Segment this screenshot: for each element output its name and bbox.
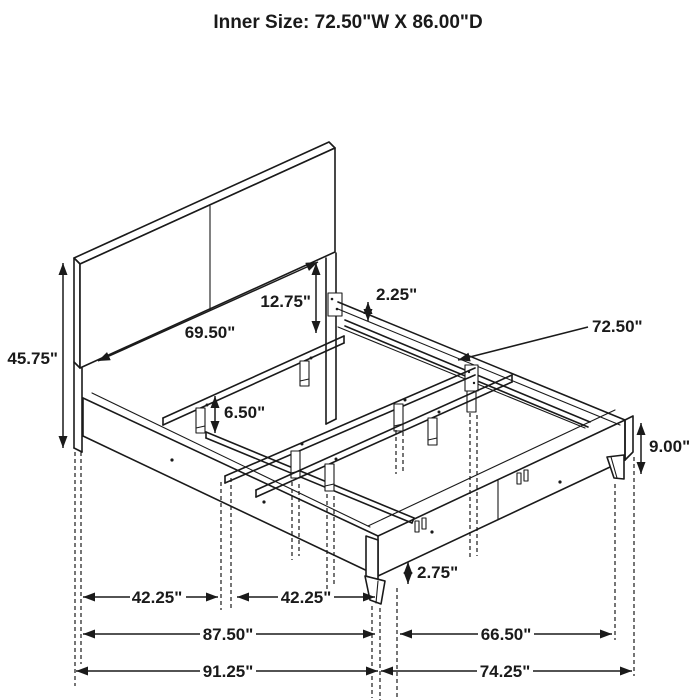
dim-center-rail-length bbox=[458, 317, 643, 360]
dim-leg-span-head bbox=[83, 588, 218, 607]
dim-label: 42.25" bbox=[131, 588, 183, 607]
dim-label: 9.00" bbox=[649, 437, 691, 456]
dim-label: 72.50" bbox=[592, 317, 643, 336]
dim-frame-height bbox=[641, 423, 690, 474]
headboard-left-edge bbox=[74, 258, 80, 368]
dim-label: 2.75" bbox=[417, 563, 459, 582]
dim-footboard-span bbox=[400, 625, 612, 644]
slat-leg bbox=[325, 464, 334, 491]
dim-label: 6.50" bbox=[224, 403, 266, 422]
dim-overall-length bbox=[76, 662, 378, 681]
dim-label: 91.25" bbox=[202, 662, 254, 681]
footboard-end-cap bbox=[625, 416, 633, 460]
dim-label: 12.75" bbox=[260, 292, 311, 311]
dim-label: 74.25" bbox=[479, 662, 531, 681]
post-bracket bbox=[328, 293, 342, 316]
dim-side-rail-span bbox=[83, 625, 375, 644]
right-corner-leg bbox=[607, 455, 624, 479]
foot-corner-leg bbox=[365, 536, 385, 604]
dim-rail-gap bbox=[368, 285, 417, 321]
headboard-post-left bbox=[74, 362, 82, 452]
dim-corner-leg-height bbox=[408, 562, 458, 584]
page-title: Inner Size: 72.50"W X 86.00"D bbox=[213, 12, 483, 33]
bed-frame bbox=[74, 142, 633, 604]
dim-overall-width bbox=[381, 662, 632, 681]
dim-label: 66.50" bbox=[480, 625, 532, 644]
dim-overall-height bbox=[7, 263, 63, 448]
footboard-rail bbox=[368, 410, 633, 576]
dim-label: 69.50" bbox=[184, 323, 236, 342]
slat-leg bbox=[428, 418, 437, 445]
dim-label: 45.75" bbox=[7, 349, 58, 368]
dim-leg-span-foot bbox=[237, 588, 375, 607]
dim-label: 42.25" bbox=[280, 588, 332, 607]
slat-leg bbox=[300, 361, 309, 386]
dim-label: 87.50" bbox=[202, 625, 254, 644]
extension-lines bbox=[75, 413, 634, 700]
dim-slat-leg-height bbox=[215, 396, 265, 433]
slat-leg bbox=[196, 408, 205, 433]
dim-label: 2.25" bbox=[376, 285, 418, 304]
